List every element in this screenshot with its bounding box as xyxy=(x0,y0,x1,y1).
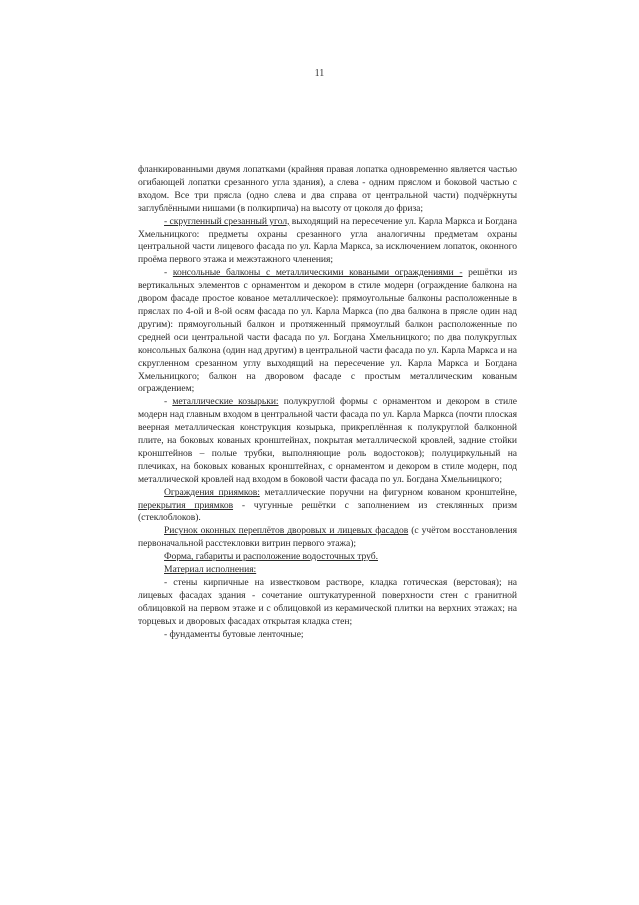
paragraph-foundations: - фундаменты бутовые ленточные; xyxy=(164,628,304,640)
paragraph-window-frames xyxy=(138,525,517,551)
document-body xyxy=(138,164,517,642)
pit-railings-heading: Ограждения приямков: xyxy=(164,486,260,498)
canopies-text: полукруглой формы с орнаментом и декором в стиле модерн над главным входом в центральной части фасада по ул. Карла Маркса (почти плоская веерная металлическая конструкция козырька, прикреплённая к полукруглой балконной плите, на боковых кованых кронштейнах, покрытая металлической кровлей, задние стойки кронштейнов – полые трубки, выполняющие роль водостоков); полуциркульный на плечиках, на боковых кованых кронштейнах, с орнаментом и декором в стиле модерн, под металлической кровлей над входом в боковой части фасада по ул. Богдана Хмельницкого; xyxy=(138,396,517,485)
paragraph-canopies xyxy=(138,396,517,486)
pit-covers-text: - чугунные решётки с заполнением из стеклянных призм (стеклоблоков). xyxy=(138,499,517,524)
paragraph-rounded-corner xyxy=(138,216,517,268)
canopies-heading: металлические козырьки: xyxy=(172,396,279,408)
paragraph-facade-continuation: фланкированными двумя лопатками (крайняя правая лопатка одновременно является частью огибающей лопатки срезанного угла здания), а слева - одним пряслом и боковой частью с входом. Все три прясла (одно слева и два справа от центральной части) подчёркнуты заглублёнными нишами (в полкирпича) на высоту от цоколя до фриза; xyxy=(138,164,517,214)
pit-railings-text: металлические поручни на фигурном кованом кронштейне, xyxy=(259,486,517,498)
window-frames-heading: Рисунок оконных переплётов дворовых и лицевых фасадов xyxy=(164,525,409,537)
paragraph-drainpipes xyxy=(138,551,517,564)
drainpipes-heading: Форма, габариты и расположение водосточных труб. xyxy=(164,551,378,563)
rounded-corner-heading: - скругленный срезанный угол, xyxy=(164,215,290,227)
material-heading: Материал исполнения: xyxy=(164,564,257,576)
paragraph-pit-railings xyxy=(138,487,517,526)
paragraph-walls: - стены кирпичные на известковом растворе, кладка готическая (верстовая); на лицевых фасадах здания - сочетание оштукатуренной поверхности стен с гранитной облицовкой на первом этаже и с облицовкой из керамической плитки на верхних этажах; на торцевых и дворовых фасадах открытая кладка стен; xyxy=(138,577,517,627)
balconies-heading: консольные балконы с металлическими коваными ограждениями - xyxy=(172,267,463,279)
paragraph-material-heading xyxy=(138,564,517,577)
balconies-text: решётки из вертикальных элементов с орнаментом и декором в стиле модерн (ограждение балкона на двором фасаде простое кованое металлическое): прямоугольные балконы расположенные в пряслах по 4-ой и 8-ой осям фасада по ул. Карла Маркса (по два балкона в прясле один над другим): прямоугольный балкон и протяженный прямоуглый балкон расположенные по средней оси центральной части фасада по ул. Богдана Хмельницкого; по два полукруглых консольных балкона (один над другим) в центральной части фасада по ул. Карла Маркса и на скругленном срезанном углу выходящий на пересечение ул. Карла Маркса и Богдана Хмельницкого; балкон на дворовом фасаде с простым металлическим кованым ограждением; xyxy=(138,267,518,395)
pit-covers-heading: перекрытия приямков xyxy=(138,499,234,511)
window-frames-text: (с учётом восстановления первоначальной расстекловки витрин первого этажа); xyxy=(138,525,517,550)
paragraph-balconies xyxy=(138,267,517,396)
page-number: 11 xyxy=(314,68,325,79)
balconies-lead: - xyxy=(164,267,173,279)
canopies-lead: - xyxy=(164,396,173,408)
rounded-corner-text: выходящий на пересечение ул. Карла Маркса и Богдана Хмельницкого: предметы охраны срезанного угла аналогичны предметам охраны центральной части лицевого фасада по ул. Карла Маркса, за исключением лопаток, оконного проёма первого этажа и межэтажного членения; xyxy=(138,215,517,266)
